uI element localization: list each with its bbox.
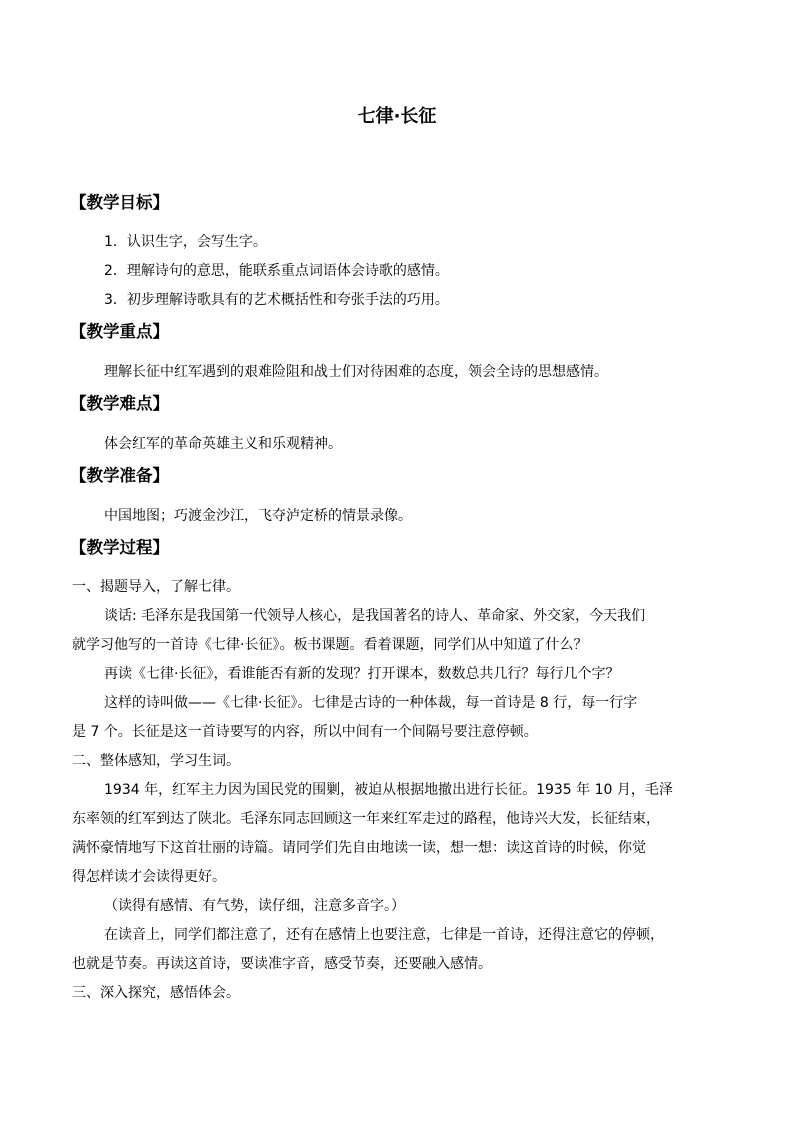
preparation-text: 中国地图；巧渡金沙江，飞夺泸定桥的情景录像。	[104, 508, 412, 524]
process-line: 在读音上，同学们都注意了，还有在感情上也要注意，七律是一首诗，还得注意它的停顿，	[104, 927, 664, 943]
process-line: 也就是节奏。再读这首诗，要读准字音，感受节奏，还要融入感情。	[72, 956, 492, 972]
heading-goals: 【教学目标】	[70, 193, 169, 212]
process-line: 谈话: 毛泽东是我国第一代领导人核心，是我国著名的诗人、革命家、外交家，今天我们	[104, 608, 646, 624]
process-line: 1934 年，红军主力因为国民党的围剿，被迫从根据地撤出进行长征。1935 年 10 月，毛泽	[104, 782, 673, 798]
process-line: 这样的诗叫做——《七律·长征》。七律是古诗的一种体裁，每一首诗是 8 行，每一行字	[104, 695, 638, 711]
focus-text: 理解长征中红军遇到的艰难险阻和战士们对待困难的态度，领会全诗的思想感情。	[104, 364, 608, 380]
process-line: 再读《七律·长征》，看谁能否有新的发现？打开课本，数数总共几行？每行几个字？	[104, 666, 620, 682]
heading-process: 【教学过程】	[70, 538, 169, 557]
process-step-1: 一、揭题导入，了解七律。	[72, 579, 240, 595]
process-line: 满怀豪情地写下这首壮丽的诗篇。请同学们先自由地读一读，想一想：读这首诗的时候，你觉	[72, 840, 646, 856]
heading-focus: 【教学重点】	[70, 322, 169, 341]
process-line: 是 7 个。长征是这一首诗要写的内容，所以中间有一个间隔号要注意停顿。	[72, 724, 538, 740]
goal-item-1: 1．认识生字，会写生字。	[104, 234, 267, 250]
process-line: （读得有感情、有气势，读仔细，注意多音字。）	[104, 898, 405, 914]
process-step-2: 二、整体感知，学习生词。	[72, 753, 240, 769]
process-line: 得怎样读才会读得更好。	[72, 869, 226, 885]
process-step-3: 三、深入探究，感悟体会。	[72, 985, 240, 1001]
process-line: 东率领的红军到达了陕北。毛泽东同志回顾这一年来红军走过的路程，他诗兴大发，长征结束，	[72, 811, 660, 827]
heading-preparation: 【教学准备】	[70, 466, 169, 485]
difficulty-text: 体会红军的革命英雄主义和乐观精神。	[104, 436, 342, 452]
process-line: 就学习他写的一首诗《七律·长征》。板书课题。看着课题，同学们从中知道了什么？	[72, 637, 588, 653]
goal-item-2: 2．理解诗句的意思，能联系重点词语体会诗歌的感情。	[104, 263, 449, 279]
heading-difficulty: 【教学难点】	[70, 394, 169, 413]
goal-item-3: 3．初步理解诗歌具有的艺术概括性和夸张手法的巧用。	[104, 292, 449, 308]
page-title: 七律·长征	[357, 106, 437, 127]
